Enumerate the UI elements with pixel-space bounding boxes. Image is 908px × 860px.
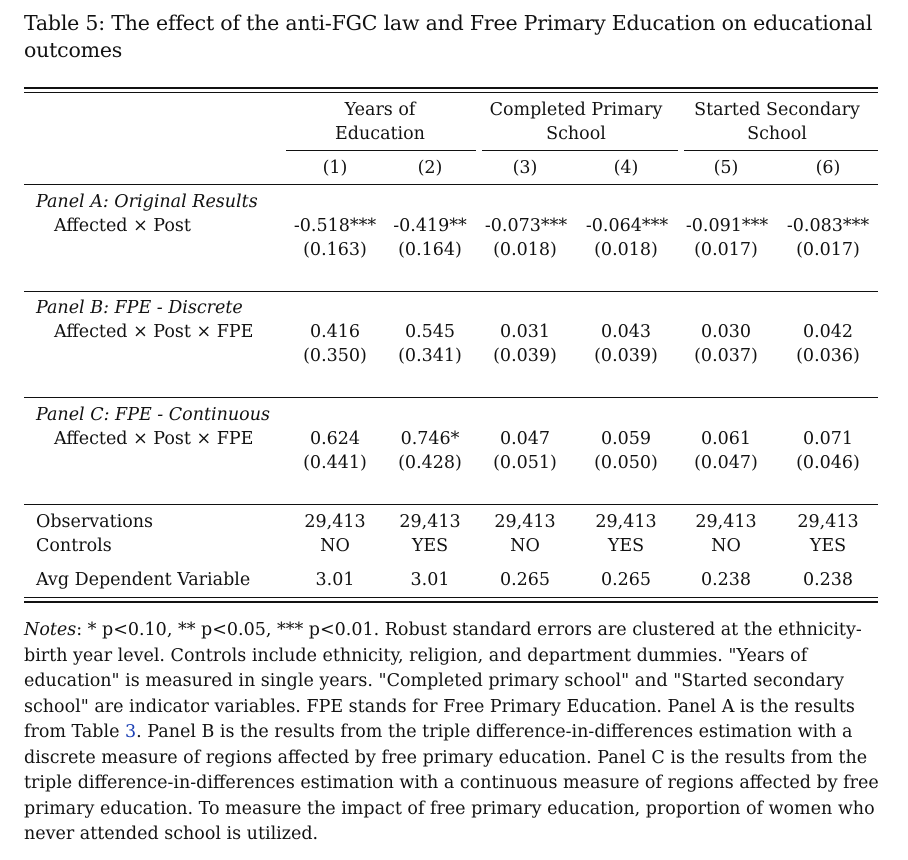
notes-lead: Notes — [24, 620, 77, 640]
group-header-started-secondary: Started Secondary School — [694, 100, 860, 144]
table-caption: Table 5: The effect of the anti-FGC law and Free Primary Education on educational outcomes — [24, 11, 873, 62]
controls-cell: YES — [607, 536, 645, 556]
observations-cell: 29,413 — [797, 512, 859, 532]
table-3-link[interactable]: 3 — [125, 722, 137, 742]
controls-cell: NO — [510, 536, 540, 556]
panel-c-rule — [24, 504, 878, 505]
coef-cell: 0.416 — [309, 322, 361, 342]
coef-cell: -0.083*** — [786, 216, 870, 236]
panel-b-title: Panel B: FPE - Discrete — [36, 298, 243, 318]
bottom-rule — [24, 601, 878, 603]
group-header-years-education: Years of Education — [335, 100, 425, 144]
group-underline-3 — [684, 150, 878, 151]
coef-cell: 0.030 — [700, 322, 752, 342]
coef-cell: 0.059 — [600, 429, 652, 449]
bottom-rule-inner — [24, 597, 878, 598]
panel-b-row-label: Affected × Post × FPE — [54, 322, 254, 342]
top-rule — [24, 87, 878, 89]
coef-cell: 0.624 — [309, 429, 361, 449]
coef-cell: -0.419** — [393, 216, 467, 236]
panel-a-title: Panel A: Original Results — [36, 192, 258, 212]
notes-text-1: : * p<0.10, ** p<0.05, *** p<0.01. Robust standard errors are clustered at the ethnicity-birth year level. Controls include ethnicity, religion, and department dummies. "Years of education" is measured in single years. "Completed primary school" and "Started secondary school" are indicator variables. FPE stands for Free Primary Education. Panel A is the results from Table — [24, 620, 862, 742]
panel-a-row-label: Affected × Post — [54, 216, 191, 236]
avg-dependent-cell: 3.01 — [315, 570, 355, 590]
notes-text-2: . Panel B is the results from the triple difference-in-differences estimation with a discrete measure of regions affected by free primary education. Panel C is the results from the triple difference-in-differences estimation with a continuous measure of regions affected by free primary education. To measure the impact of free primary education, proportion of women who never attended school is utilized. — [24, 722, 879, 844]
controls-cell: NO — [711, 536, 741, 556]
se-cell: (0.047) — [694, 453, 758, 473]
coef-cell: 0.071 — [802, 429, 854, 449]
avg-dependent-cell: 0.265 — [600, 570, 652, 590]
se-cell: (0.017) — [796, 240, 860, 260]
avg-dependent-cell: 3.01 — [410, 570, 450, 590]
group-header-completed-primary: Completed Primary School — [489, 100, 663, 144]
se-cell: (0.036) — [796, 346, 860, 366]
controls-cell: YES — [809, 536, 847, 556]
coef-cell: 0.047 — [499, 429, 551, 449]
observations-cell: 29,413 — [695, 512, 757, 532]
coef-cell: 0.042 — [802, 322, 854, 342]
group-underline-2 — [482, 150, 678, 151]
avg-dependent-cell: 0.265 — [499, 570, 551, 590]
coef-cell: -0.064*** — [585, 216, 669, 236]
se-cell: (0.051) — [493, 453, 557, 473]
se-cell: (0.039) — [594, 346, 658, 366]
column-number: (2) — [417, 158, 443, 178]
se-cell: (0.018) — [493, 240, 557, 260]
observations-cell: 29,413 — [494, 512, 556, 532]
header-rule — [24, 184, 878, 185]
controls-label: Controls — [36, 536, 112, 556]
observations-label: Observations — [36, 512, 153, 532]
coef-cell: 0.545 — [404, 322, 456, 342]
se-cell: (0.037) — [694, 346, 758, 366]
coef-cell: 0.031 — [499, 322, 551, 342]
panel-c-row-label: Affected × Post × FPE — [54, 429, 254, 449]
column-number: (6) — [815, 158, 841, 178]
se-cell: (0.018) — [594, 240, 658, 260]
table-notes — [24, 618, 882, 848]
coef-cell: -0.518*** — [293, 216, 377, 236]
coef-cell: -0.091*** — [685, 216, 769, 236]
se-cell: (0.017) — [694, 240, 758, 260]
se-cell: (0.350) — [303, 346, 367, 366]
column-number: (5) — [713, 158, 739, 178]
observations-cell: 29,413 — [304, 512, 366, 532]
group-underline-1 — [286, 150, 476, 151]
top-rule-inner — [24, 92, 878, 93]
se-cell: (0.164) — [398, 240, 462, 260]
panel-b-rule — [24, 397, 878, 398]
se-cell: (0.428) — [398, 453, 462, 473]
se-cell: (0.441) — [303, 453, 367, 473]
avg-dependent-cell: 0.238 — [700, 570, 752, 590]
coef-cell: 0.043 — [600, 322, 652, 342]
controls-cell: YES — [411, 536, 449, 556]
se-cell: (0.341) — [398, 346, 462, 366]
column-number: (1) — [322, 158, 348, 178]
observations-cell: 29,413 — [399, 512, 461, 532]
avg-dependent-label: Avg Dependent Variable — [36, 570, 251, 590]
se-cell: (0.050) — [594, 453, 658, 473]
observations-cell: 29,413 — [595, 512, 657, 532]
se-cell: (0.039) — [493, 346, 557, 366]
column-number: (3) — [512, 158, 538, 178]
se-cell: (0.046) — [796, 453, 860, 473]
panel-a-rule — [24, 291, 878, 292]
controls-cell: NO — [320, 536, 350, 556]
coef-cell: 0.746* — [400, 429, 460, 449]
column-number: (4) — [613, 158, 639, 178]
coef-cell: -0.073*** — [484, 216, 568, 236]
avg-dependent-cell: 0.238 — [802, 570, 854, 590]
panel-c-title: Panel C: FPE - Continuous — [36, 405, 270, 425]
se-cell: (0.163) — [303, 240, 367, 260]
coef-cell: 0.061 — [700, 429, 752, 449]
